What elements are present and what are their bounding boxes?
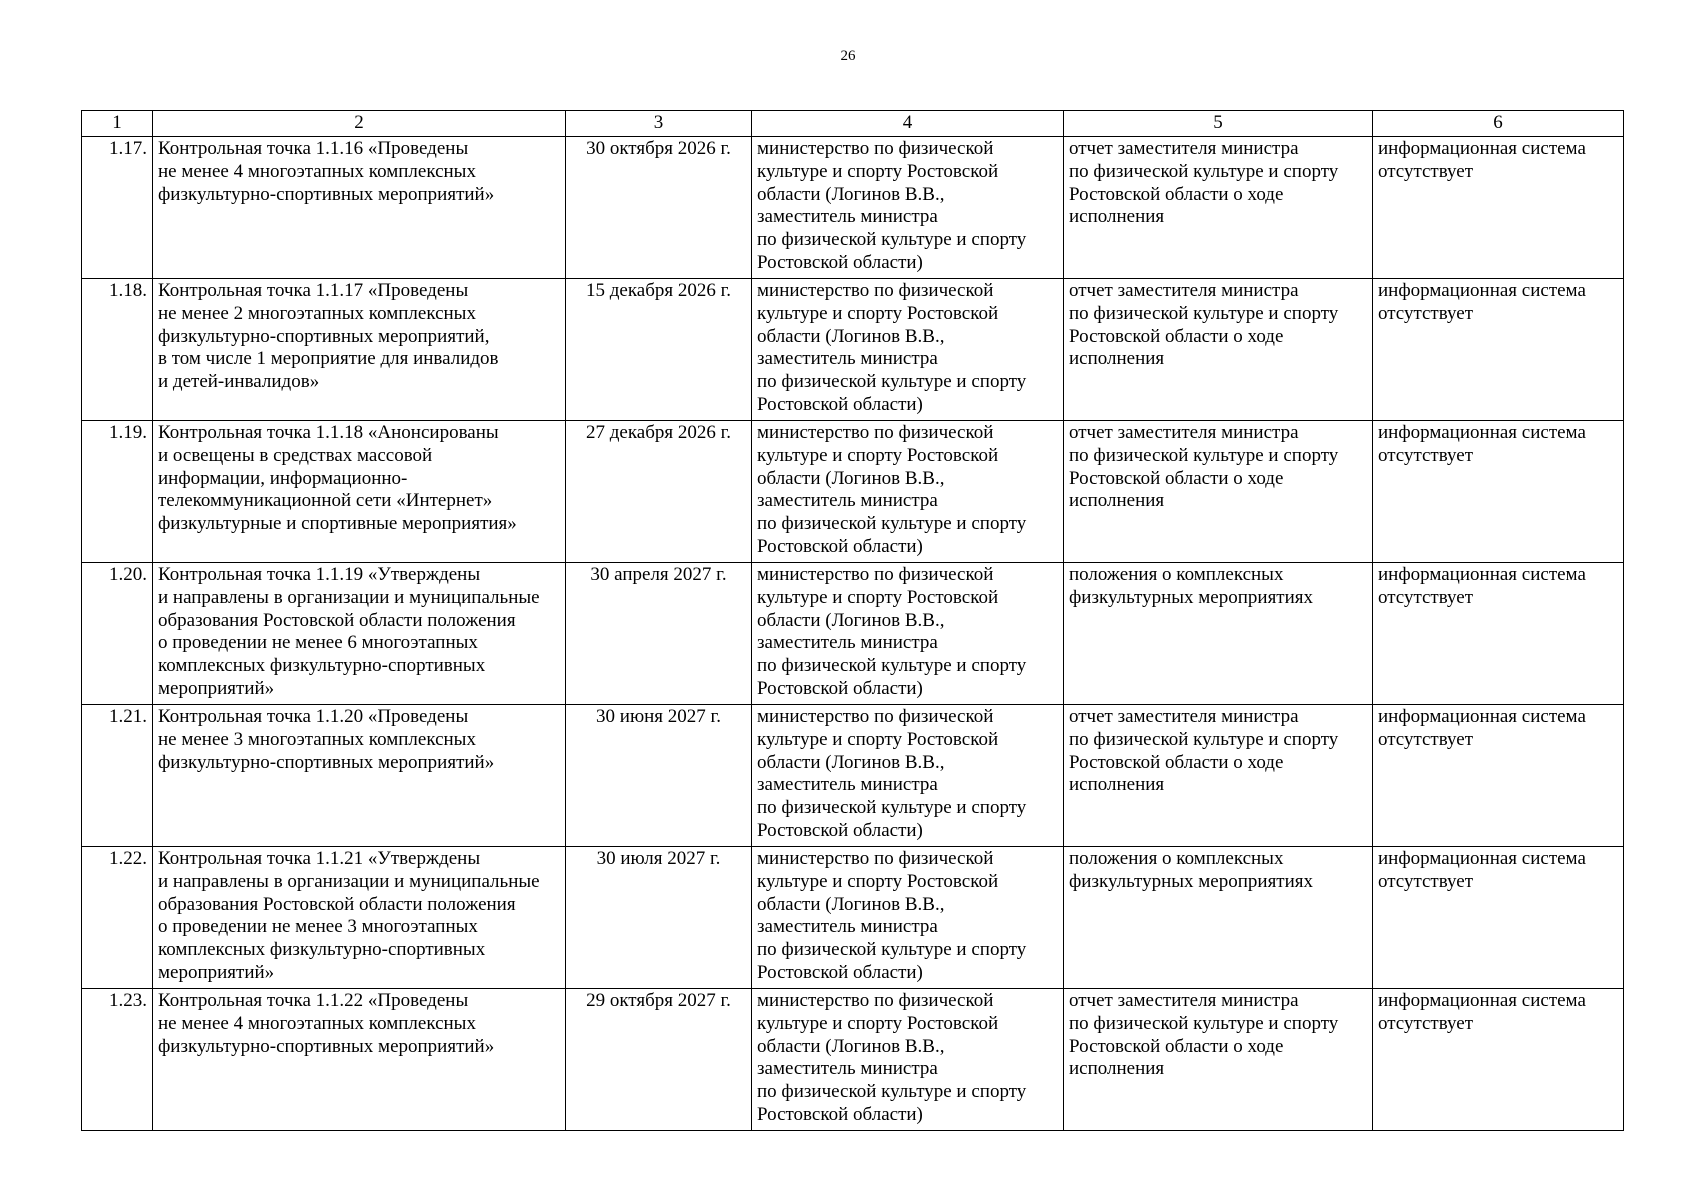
header-cell-6: 6 [1373,111,1624,137]
confirming-document: отчет заместителя министра по физической культуре и спорту Ростовской области о ходе исполнения [1064,705,1373,847]
row-number: 1.21. [82,705,153,847]
responsible-executor: министерство по физической культуре и спорту Ростовской области (Логинов В.В., заместитель министра по физической культуре и спорту Ростовской области) [752,989,1064,1131]
control-point-name: Контрольная точка 1.1.16 «Проведены не менее 4 многоэтапных комплексных физкультурно-спортивных мероприятий» [153,137,566,279]
table-row [82,847,1624,989]
table-body [82,137,1624,1131]
header-cell-4: 4 [752,111,1064,137]
row-number: 1.17. [82,137,153,279]
table-row [82,421,1624,563]
row-number: 1.18. [82,279,153,421]
confirming-document: отчет заместителя министра по физической культуре и спорту Ростовской области о ходе исполнения [1064,279,1373,421]
header-row [82,111,1624,137]
header-cell-2: 2 [153,111,566,137]
information-system: информационная система отсутствует [1373,705,1624,847]
responsible-executor: министерство по физической культуре и спорту Ростовской области (Логинов В.В., заместитель министра по физической культуре и спорту Ростовской области) [752,847,1064,989]
confirming-document: отчет заместителя министра по физической культуре и спорту Ростовской области о ходе исполнения [1064,989,1373,1131]
page-number: 26 [840,48,856,64]
row-number: 1.22. [82,847,153,989]
deadline-date: 30 апреля 2027 г. [566,563,752,705]
confirming-document: отчет заместителя министра по физической культуре и спорту Ростовской области о ходе исполнения [1064,421,1373,563]
control-point-name: Контрольная точка 1.1.19 «Утверждены и направлены в организации и муниципальные образования Ростовской области положения о проведении не менее 6 многоэтапных комплексных физкультурно-спортивных мероприятий» [153,563,566,705]
table-row [82,705,1624,847]
information-system: информационная система отсутствует [1373,137,1624,279]
table-row [82,563,1624,705]
deadline-date: 29 октября 2027 г. [566,989,752,1131]
control-points-table [81,110,1624,1131]
table-row [82,137,1624,279]
table-header [82,111,1624,137]
control-point-name: Контрольная точка 1.1.17 «Проведены не менее 2 многоэтапных комплексных физкультурно-спортивных мероприятий, в том числе 1 мероприятие для инвалидов и детей-инвалидов» [153,279,566,421]
deadline-date: 15 декабря 2026 г. [566,279,752,421]
row-number: 1.23. [82,989,153,1131]
confirming-document: положения о комплексных физкультурных мероприятиях [1064,847,1373,989]
confirming-document: положения о комплексных физкультурных мероприятиях [1064,563,1373,705]
information-system: информационная система отсутствует [1373,421,1624,563]
responsible-executor: министерство по физической культуре и спорту Ростовской области (Логинов В.В., заместитель министра по физической культуре и спорту Ростовской области) [752,279,1064,421]
row-number: 1.20. [82,563,153,705]
control-point-name: Контрольная точка 1.1.18 «Анонсированы и освещены в средствах массовой информации, информационно- телекоммуникационной сети «Интернет» физкультурные и спортивные мероприятия» [153,421,566,563]
header-cell-5: 5 [1064,111,1373,137]
information-system: информационная система отсутствует [1373,563,1624,705]
table-row [82,279,1624,421]
deadline-date: 30 июня 2027 г. [566,705,752,847]
deadline-date: 30 июля 2027 г. [566,847,752,989]
control-point-name: Контрольная точка 1.1.20 «Проведены не менее 3 многоэтапных комплексных физкультурно-спортивных мероприятий» [153,705,566,847]
control-point-name: Контрольная точка 1.1.21 «Утверждены и направлены в организации и муниципальные образования Ростовской области положения о проведении не менее 3 многоэтапных комплексных физкультурно-спортивных мероприятий» [153,847,566,989]
control-point-name: Контрольная точка 1.1.22 «Проведены не менее 4 многоэтапных комплексных физкультурно-спортивных мероприятий» [153,989,566,1131]
row-number: 1.19. [82,421,153,563]
header-cell-3: 3 [566,111,752,137]
table-row [82,989,1624,1131]
information-system: информационная система отсутствует [1373,847,1624,989]
responsible-executor: министерство по физической культуре и спорту Ростовской области (Логинов В.В., заместитель министра по физической культуре и спорту Ростовской области) [752,705,1064,847]
responsible-executor: министерство по физической культуре и спорту Ростовской области (Логинов В.В., заместитель министра по физической культуре и спорту Ростовской области) [752,421,1064,563]
confirming-document: отчет заместителя министра по физической культуре и спорту Ростовской области о ходе исполнения [1064,137,1373,279]
header-cell-1: 1 [82,111,153,137]
responsible-executor: министерство по физической культуре и спорту Ростовской области (Логинов В.В., заместитель министра по физической культуре и спорту Ростовской области) [752,563,1064,705]
deadline-date: 27 декабря 2026 г. [566,421,752,563]
responsible-executor: министерство по физической культуре и спорту Ростовской области (Логинов В.В., заместитель министра по физической культуре и спорту Ростовской области) [752,137,1064,279]
information-system: информационная система отсутствует [1373,989,1624,1131]
information-system: информационная система отсутствует [1373,279,1624,421]
deadline-date: 30 октября 2026 г. [566,137,752,279]
